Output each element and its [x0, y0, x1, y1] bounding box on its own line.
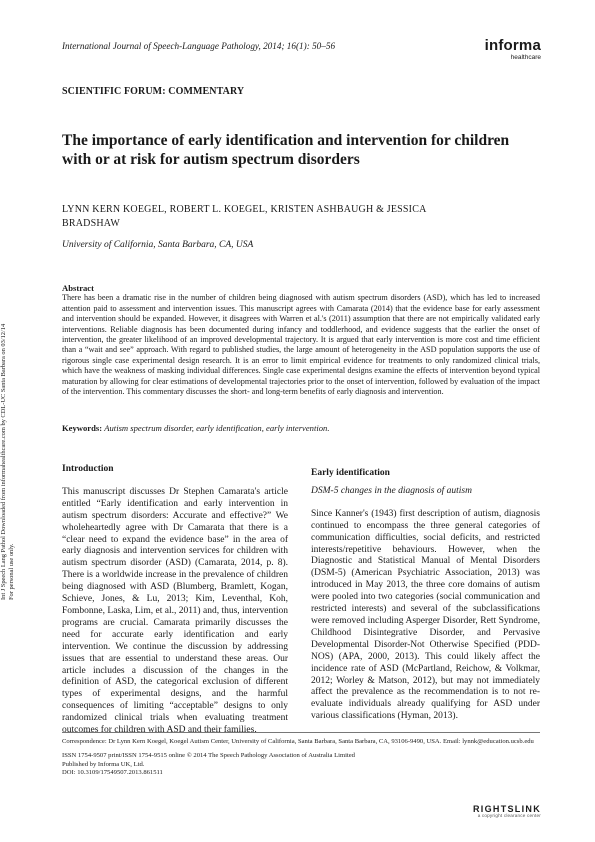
intro-text: This manuscript discusses Dr Stephen Camarata's article entitled “Early identification and early intervention in autism spectrum disorders: Accurate and effective?” We wholeheartedly agree with Dr Camarata that there is a “clear need to expand the evidence base” in the area of early diagnosis and intervention services for children with autism spectrum disorder (ASD) (Camarata, 2014, p. 8). There is a worldwide increase in the prevalence of children being diagnosed with ASD (Blumberg, Bramlett, Kogan, Schieve, Jones, & Lu, 2013; Kim, Leventhal, Koh, Fombonne, Laska, Lim, et al., 2011) and, thus, intervention programs are crucial. Camarata primarily discusses the need for accurate early identification and early intervention. We continue the discussion by addressing issues that are essential to understand these areas. Our article includes a discussion of the changes in the definition of ASD, the categorical exclusion of different types of experimental designs, and the harmful consequences of limiting “acceptable” designs to only randomized clinical trials when evaluating treatment outcomes for children with ASD and their families. [62, 486, 288, 736]
abstract-heading: Abstract [62, 283, 94, 293]
early-identification-section [311, 468, 540, 723]
abstract-text: There has been a dramatic rise in the number of children being diagnosed with autism spectrum disorders (ASD), which has led to increased attention paid to assessment and intervention issues. This manuscript agrees with Camarata (2014) that the evidence base for early assessment and intervention should be expanded. However, it disagrees with Warren et al.'s (2011) assumption that there are not empirically validated early interventions. Reliable diagnosis has been documented during infancy and toddlerhood, and evidence suggests that the earlier the onset of intervention, the greater likelihood of an improved developmental trajectory. It is argued that early intervention is more cost and time efficient than a “wait and see” approach. With regard to published studies, the large amount of heterogeneity in the ASD population supports the use of rigorous single case experimental design research. It is an error to limit empirical evidence for treatments to only randomized clinical trials, which have the weakness of masking individual differences. Single case experimental designs examine the effects of intervention beyond typical maturation by allowing for clear estimations of developmental trajectories prior to the onset of intervention, followed by evaluation of the impact of the intervention. This commentary discusses the short- and long-term benefits of early diagnosis and intervention. [62, 293, 540, 397]
brand-subtitle: healthcare [510, 54, 541, 61]
issn-line: ISSN 1754-9507 print/ISSN 1754-9515 online © 2014 The Speech Pathology Association of Australia Limited [62, 752, 355, 760]
journal-citation: International Journal of Speech-Language Pathology, 2014; 16(1): 50–56 [62, 41, 336, 51]
footnotes [62, 738, 540, 778]
publisher-line: Published by Informa UK, Ltd. [62, 760, 145, 768]
personal-use-notice: For personal use only. [8, 543, 15, 600]
footnote-divider [62, 732, 540, 733]
keywords-text: Autism spectrum disorder, early identification, early intervention. [104, 423, 330, 433]
keywords [62, 423, 540, 433]
section-label: SCIENTIFIC FORUM: COMMENTARY [62, 86, 245, 97]
rightslink-subtitle: a copyright clearance center [477, 813, 541, 818]
publisher-logo [485, 38, 541, 62]
rightslink-logo [473, 804, 541, 818]
affiliation: University of California, Santa Barbara, CA, USA [62, 240, 254, 250]
download-watermark [0, 240, 40, 600]
author-list: LYNN KERN KOEGEL, ROBERT L. KOEGEL, KRISTEN ASHBAUGH & JESSICA BRADSHAW [62, 204, 426, 229]
intro-heading: Introduction [62, 464, 114, 474]
correspondence: Correspondence: Dr Lynn Kern Koegel, Koegel Autism Center, University of California, Santa Barbara, Santa Barbara, CA, 93106-9490, USA. Email: lynnk@education.ucsb.edu [62, 738, 534, 745]
rightslink-label: RIGHTSLINK [473, 804, 541, 814]
abstract [62, 283, 540, 397]
early-subheading: DSM-5 changes in the diagnosis of autism [311, 485, 472, 496]
article-title: The importance of early identification and intervention for children with or at risk for autism spectrum disorders [62, 132, 510, 168]
early-text: Since Kanner's (1943) first description of autism, diagnosis continued to encompass the three general categories of communication difficulties, social deficits, and restricted interests/repetitive behaviours. However, when the Diagnostic and Statistical Manual of Mental Disorders (DSM-5) (American Psychiatric Association, 2013) was introduced in May 2013, the three core domains of autism were pooled into two categories (social communication and restricted interests) and several of the subclassifications were removed including Asperger Disorder, Rett Syndrome, Childhood Disintegrative Disorder, and Pervasive Developmental Disorder-Not Otherwise Specified (PDD-NOS) (APA, 2000, 2013). This could likely affect the incidence rate of ASD (McPartland, Reichow, & Volkmar, 2012; Worley & Matson, 2012), but may not immediately affect the prevalence as the recommendation is to not re-evaluate individuals already qualifying for ASD under various classifications (Hyman, 2013). [311, 508, 540, 722]
doi-line: DOI: 10.3109/17549507.2013.861511 [62, 769, 163, 777]
intro-section [62, 464, 288, 737]
brand-name: informa [484, 37, 541, 54]
keywords-label: Keywords: [62, 423, 103, 433]
download-notice: Int J Speech Lang Pathol Downloaded from informahealthcare.com by CDL-UC Santa Barbara on 03/12/14 [0, 323, 7, 600]
early-heading: Early identification [311, 468, 390, 478]
